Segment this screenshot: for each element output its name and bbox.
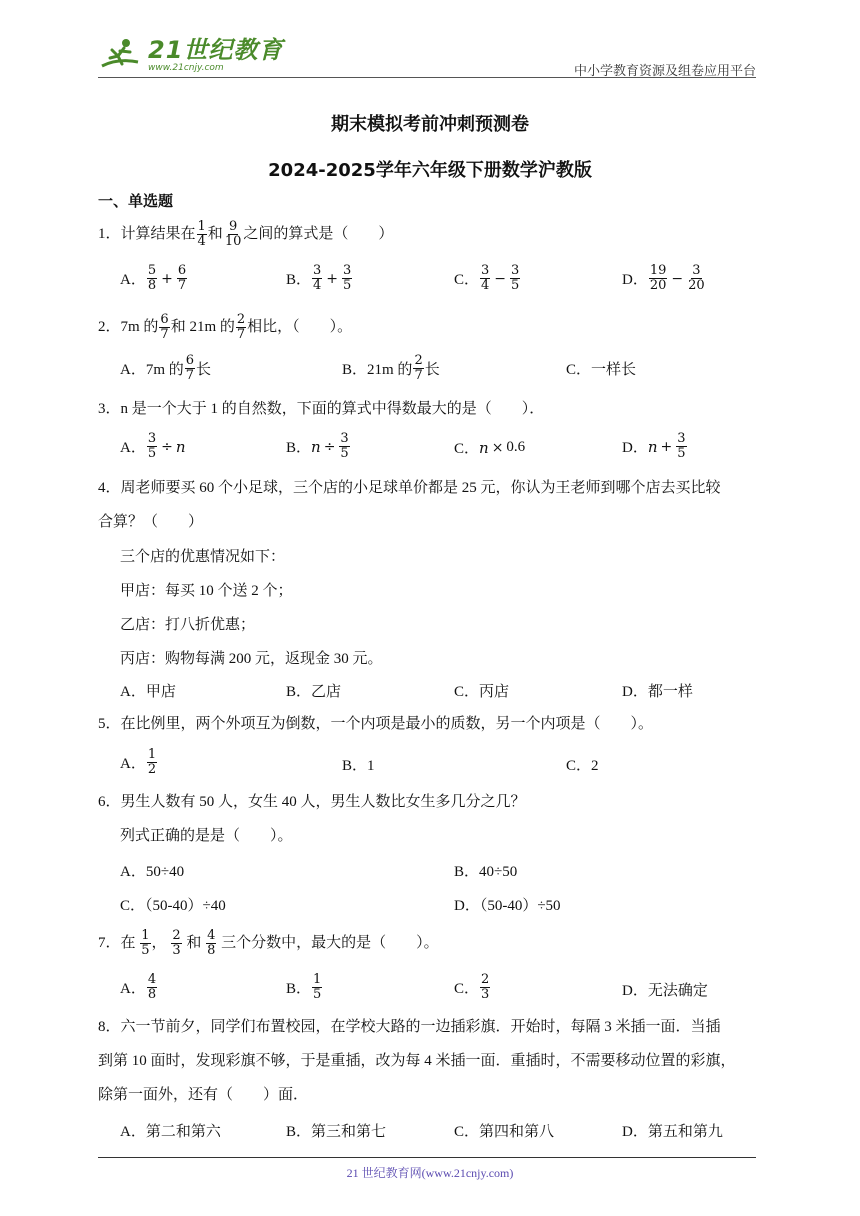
question-2-option-c[interactable]: C．一样长 (566, 362, 637, 378)
question-6-option-d[interactable]: D．（50-40）÷50 (454, 898, 561, 914)
question-6-stem: 6．男生人数有 50 人，女生 40 人，男生人数比女生多几分之几？ (98, 794, 526, 810)
logo-url: www.21cnjy.com (148, 62, 224, 73)
question-6-stem-cont: 列式正确的是是（ ）。 (120, 828, 293, 844)
question-4-stem: 4．周老师要买 60 个小足球，三个店的小足球单价都是 25 元，你认为王老师到哪个店去买比较 (98, 480, 721, 496)
question-8-option-b[interactable]: B．第三和第七 (286, 1124, 387, 1140)
question-4-option-d[interactable]: D．都一样 (622, 684, 693, 700)
question-4-info: 三个店的优惠情况如下： (120, 549, 286, 565)
fraction: $\frac{9}{10}$ (224, 219, 242, 249)
question-3-option-c[interactable]: C． n × 0.6 (454, 438, 526, 457)
question-4-info: 丙店：购物每满 200 元，返现金 30 元。 (120, 651, 383, 667)
page-subtitle: 2024-2025学年六年级下册数学沪教版 (268, 160, 592, 181)
question-8-stem-cont: 到第 10 面时，发现彩旗不够，于是重插，改为每 4 米插一面．重插时，不需要移动位置的彩旗， (98, 1053, 736, 1069)
question-8-option-a[interactable]: A．第二和第六 (120, 1124, 221, 1140)
question-4-stem-cont: 合算？（ ） (98, 514, 204, 530)
question-8-stem: 8．六一节前夕，同学们布置校园，在学校大路的一边插彩旗．开始时，每隔 3 米插一面．当插 (98, 1019, 721, 1035)
question-6-option-c[interactable]: C．（50-40）÷40 (120, 898, 226, 914)
question-4-option-a[interactable]: A．甲店 (120, 684, 176, 700)
logo-title: 21世纪教育 (148, 35, 284, 64)
question-7-option-c[interactable]: C． $\frac{2}{3}$ (454, 972, 490, 1002)
question-5-stem: 5．在比例里，两个外项互为倒数，一个内项是最小的质数，另一个内项是（ ）。 (98, 716, 654, 732)
question-6-option-b[interactable]: B．40÷50 (454, 864, 518, 880)
header-divider (98, 77, 756, 78)
question-1-stem: 1．计算结果在 $\frac{1}{4}$ 和 $\frac{9}{10}$ 之间的算式是（ ） (98, 219, 394, 249)
runner-logo-icon (98, 36, 142, 74)
section-heading: 一、单选题 (98, 192, 174, 210)
question-5-option-c[interactable]: C．2 (566, 758, 599, 774)
question-1-option-d[interactable]: D． $\frac{19}{20}$ − $\frac{3}{20}$ (622, 263, 705, 293)
question-1-option-a[interactable]: A． $\frac{5}{8}$ + $\frac{6}{7}$ (120, 263, 187, 293)
question-7-stem: 7．在 $\frac{1}{5}$ ， $\frac{2}{3}$ 和 $\frac{4}{8}$ 三个分数中，最大的是（ ）。 (98, 928, 439, 958)
page-title: 期末模拟考前冲刺预测卷 (331, 114, 529, 135)
question-8-stem-cont: 除第一面外，还有（ ）面． (98, 1087, 309, 1103)
platform-name: 中小学教育资源及组卷应用平台 (573, 63, 756, 78)
question-3-option-d[interactable]: D． n + $\frac{3}{5}$ (622, 431, 686, 461)
question-2-stem: 2．7m 的 $\frac{6}{7}$ 和 21m 的 $\frac{2}{7}$ 相比，（ ）。 (98, 312, 353, 342)
question-4-option-b[interactable]: B．乙店 (286, 684, 342, 700)
question-4-info: 乙店：打八折优惠； (120, 617, 256, 633)
question-5-option-a[interactable]: A． $\frac{1}{2}$ (120, 747, 157, 777)
footer-link[interactable]: 21 世纪教育网(www.21cnjy.com) (346, 1166, 514, 1180)
fraction: $\frac{1}{4}$ (197, 219, 206, 249)
footer-divider (98, 1157, 756, 1158)
site-logo[interactable] (98, 36, 283, 74)
question-7-option-d[interactable]: D．无法确定 (622, 983, 708, 999)
question-5-option-b[interactable]: B．1 (342, 758, 375, 774)
question-3-option-a[interactable]: A． $\frac{3}{5}$ ÷ n (120, 431, 186, 461)
question-7-option-a[interactable]: A． $\frac{4}{8}$ (120, 972, 157, 1002)
question-2-option-a[interactable]: A．7m 的 $\frac{6}{7}$ 长 (120, 353, 212, 383)
question-7-option-b[interactable]: B． $\frac{1}{5}$ (286, 972, 322, 1002)
question-1-option-c[interactable]: C． $\frac{3}{4}$ − $\frac{3}{5}$ (454, 263, 520, 293)
question-1-option-b[interactable]: B． $\frac{3}{4}$ + $\frac{3}{5}$ (286, 263, 352, 293)
question-3-stem: 3．n 是一个大于 1 的自然数，下面的算式中得数最大的是（ ）． (98, 401, 545, 417)
question-8-option-c[interactable]: C．第四和第八 (454, 1124, 555, 1140)
question-2-option-b[interactable]: B．21m 的 $\frac{2}{7}$ 长 (342, 353, 440, 383)
question-4-info: 甲店：每买 10 个送 2 个； (120, 583, 293, 599)
question-4-option-c[interactable]: C．丙店 (454, 684, 510, 700)
question-8-option-d[interactable]: D．第五和第九 (622, 1124, 723, 1140)
question-3-option-b[interactable]: B． n ÷ $\frac{3}{5}$ (286, 431, 349, 461)
question-6-option-a[interactable]: A．50÷40 (120, 864, 185, 880)
